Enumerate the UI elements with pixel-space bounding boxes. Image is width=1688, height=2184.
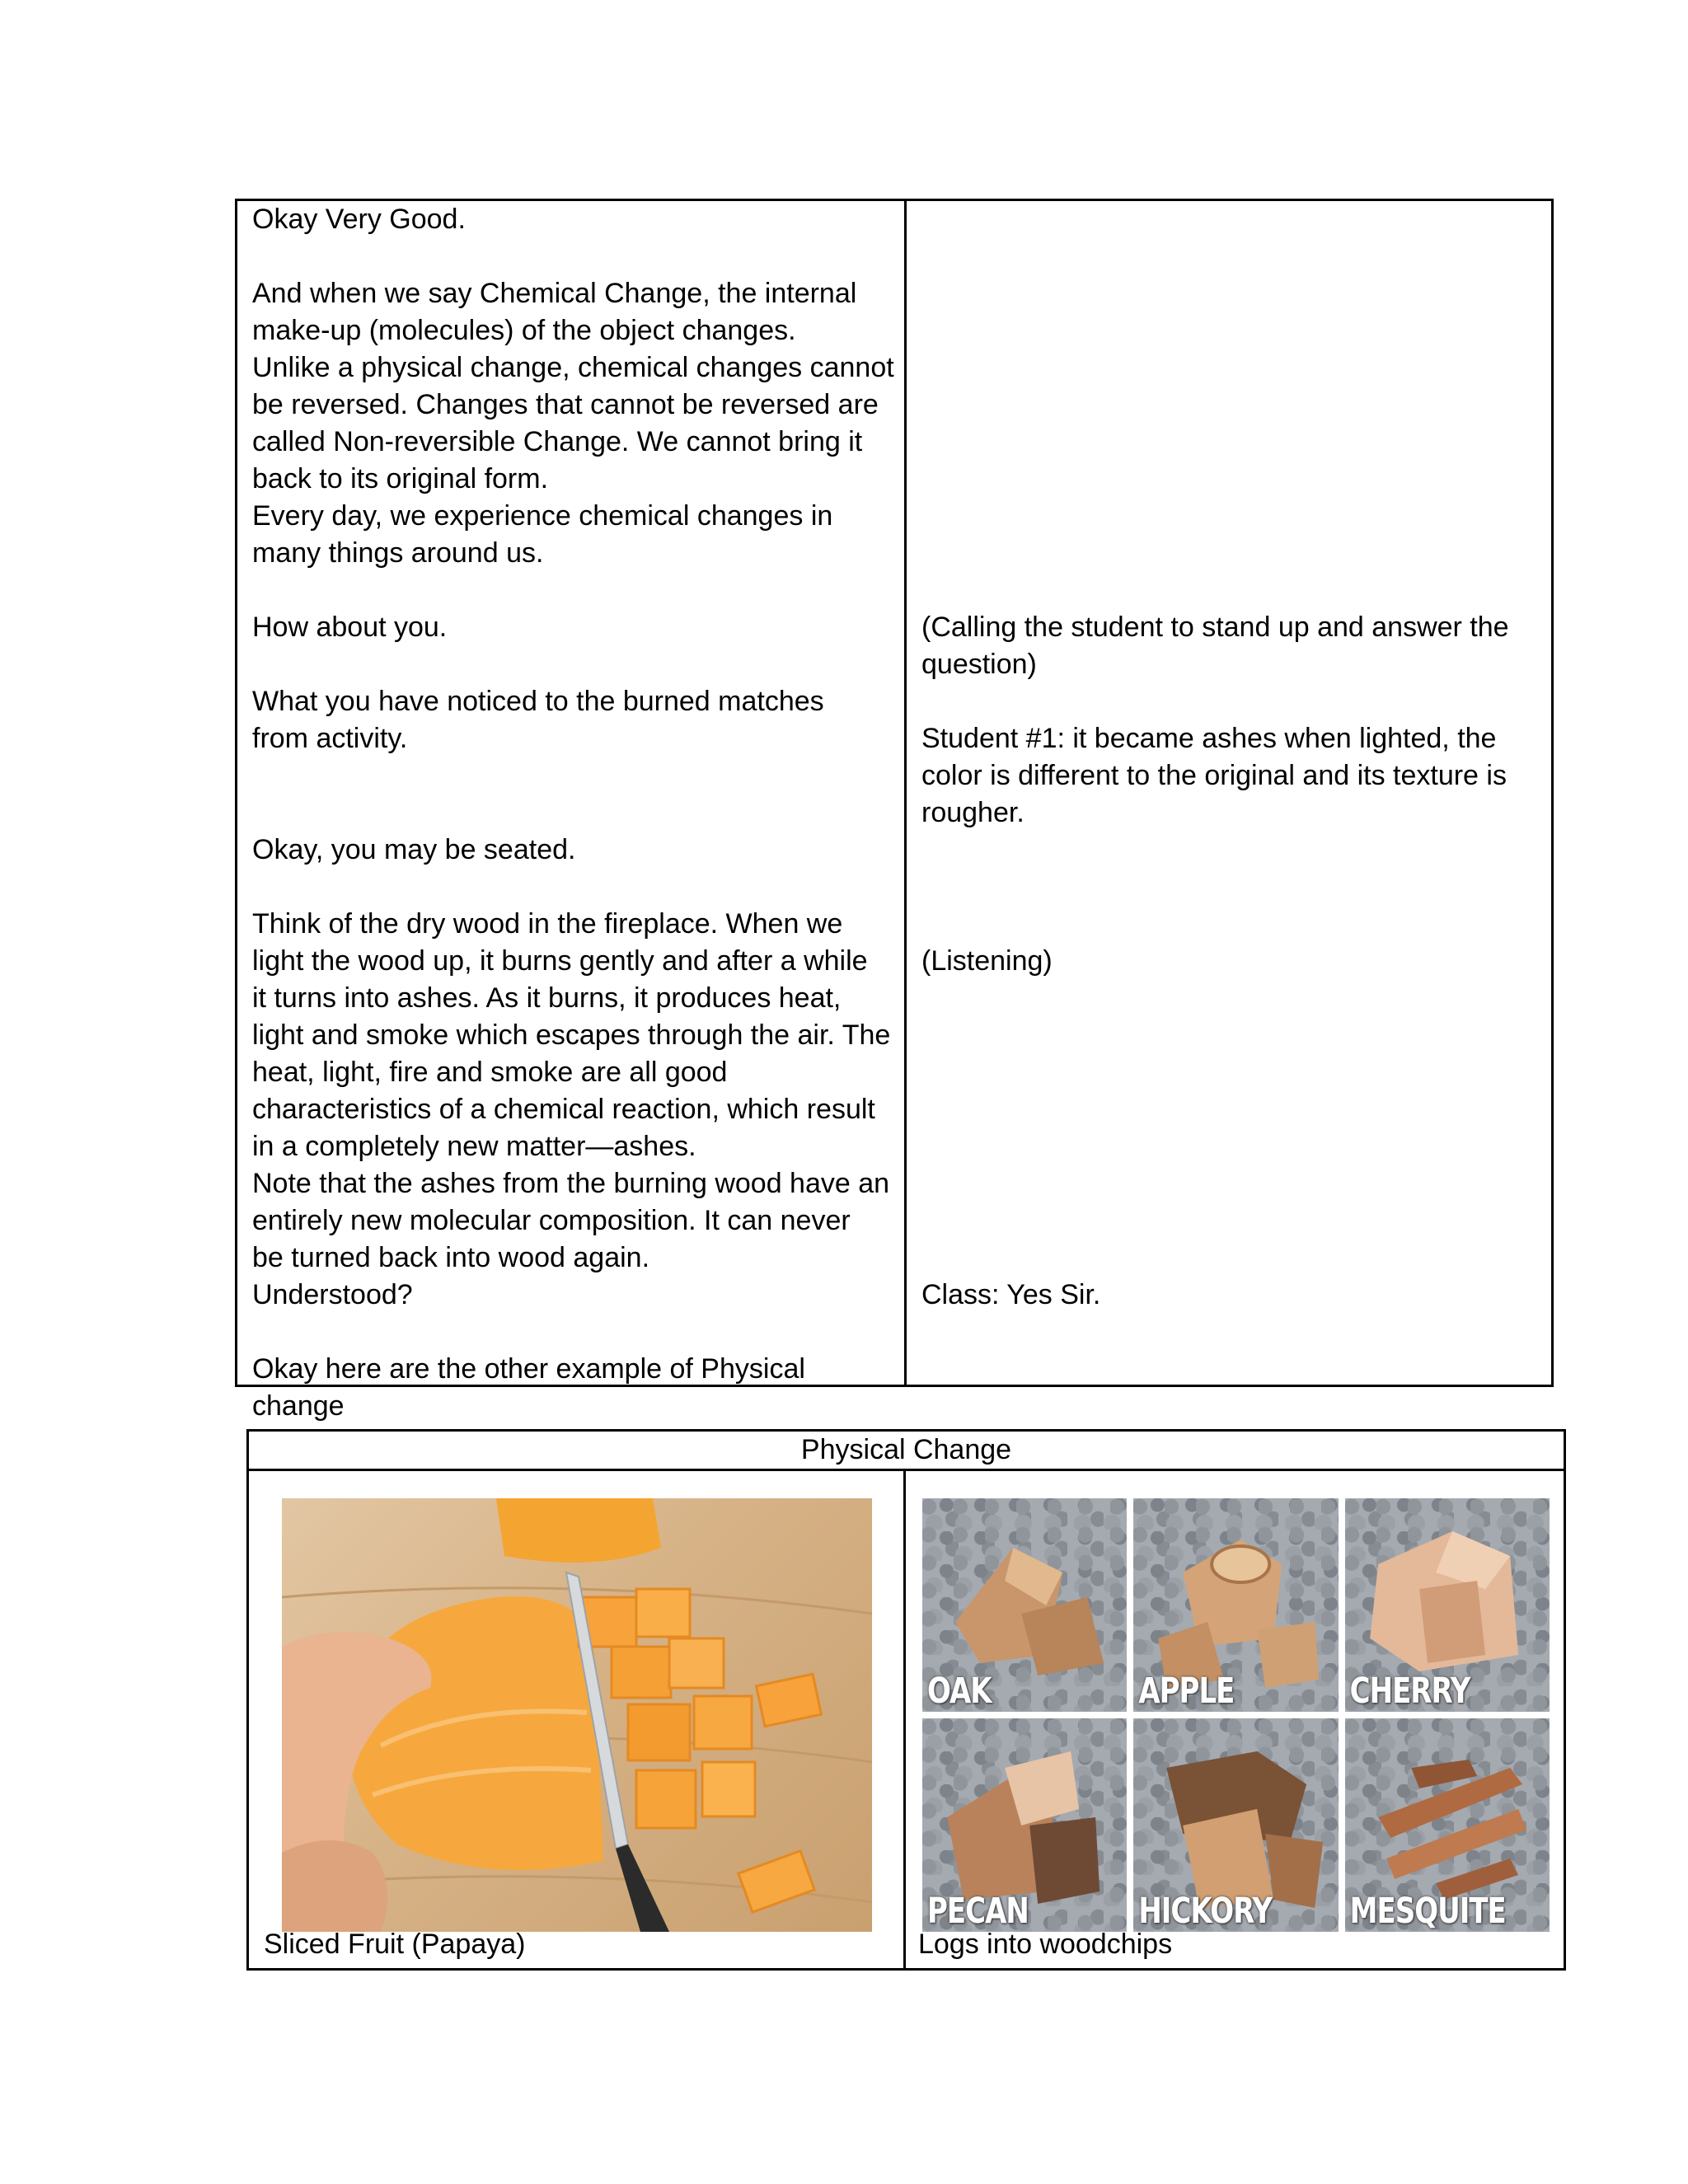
- woodchip-oak: [922, 1498, 1127, 1712]
- caption-sliced-fruit: Sliced Fruit (Papaya): [264, 1929, 526, 1960]
- teacher-column: [237, 201, 907, 1422]
- teacher-how-about-you: How about you.: [252, 612, 448, 643]
- woodchip-cherry: [1345, 1498, 1550, 1712]
- woodchips-image-grid: [922, 1498, 1550, 1932]
- caption-woodchips: Logs into woodchips: [918, 1929, 1173, 1960]
- woodchip-mesquite: [1345, 1718, 1550, 1932]
- woodchip-pecan: [922, 1718, 1127, 1932]
- physical-change-header: Physical Change: [249, 1432, 1564, 1471]
- woodchip-apple: [1133, 1498, 1338, 1712]
- class-response: Class: Yes Sir.: [921, 1279, 1101, 1310]
- column-divider: [903, 1471, 906, 1971]
- sliced-papaya-image: [282, 1498, 872, 1932]
- teacher-dry-wood-example: Think of the dry wood in the fireplace. When we light the wood up, it burns gently and after a while it turns into ashes. As it burns, it produces heat, light and smoke which escapes through the air. The heat, light, fire and smoke are all good characteristics of a chemical reaction, which result in a completely new matter—ashes. Note that the ashes from the burning wood have an entirely new molecular composition. It can never be turned back into wood again. Understood?: [252, 908, 891, 1310]
- student-listening: (Listening): [921, 945, 1053, 977]
- teacher-chemical-change-def: And when we say Chemical Change, the internal make-up (molecules) of the object changes. Unlike a physical change, chemical changes cannot be reversed. Changes that cannot be reversed are called Non-reversible Change. We cannot bring it back to its original form. Every day, we experience chemical changes in many things around us.: [252, 278, 894, 569]
- woodchip-label-cherry: CHERRY: [1349, 1671, 1470, 1712]
- woodchip-label-mesquite: MESQUITE: [1349, 1891, 1506, 1932]
- woodchip-hickory: [1133, 1718, 1338, 1932]
- physical-change-body: [249, 1471, 1564, 1971]
- student-1-answer: Student #1: it became ashes when lighted, the color is different to the original and its texture is rougher.: [921, 723, 1507, 828]
- student-calling-note: (Calling the student to stand up and answer the question): [921, 612, 1509, 680]
- student-column: [907, 201, 1551, 1385]
- teacher-line-very-good: Okay Very Good.: [252, 204, 466, 235]
- papaya-illustration: [282, 1498, 872, 1932]
- woodchip-label-oak: OAK: [927, 1671, 992, 1712]
- lesson-table: [235, 199, 1554, 1422]
- physical-change-table: [246, 1429, 1566, 1971]
- woodchip-label-hickory: HICKORY: [1138, 1891, 1273, 1932]
- woodchip-label-pecan: PECAN: [927, 1891, 1029, 1932]
- teacher-other-examples: Okay here are the other example of Physical change: [252, 1353, 805, 1422]
- teacher-be-seated: Okay, you may be seated.: [252, 834, 576, 865]
- woodchip-label-apple: APPLE: [1138, 1671, 1235, 1712]
- teacher-question-matches: What you have noticed to the burned matches from activity.: [252, 686, 824, 754]
